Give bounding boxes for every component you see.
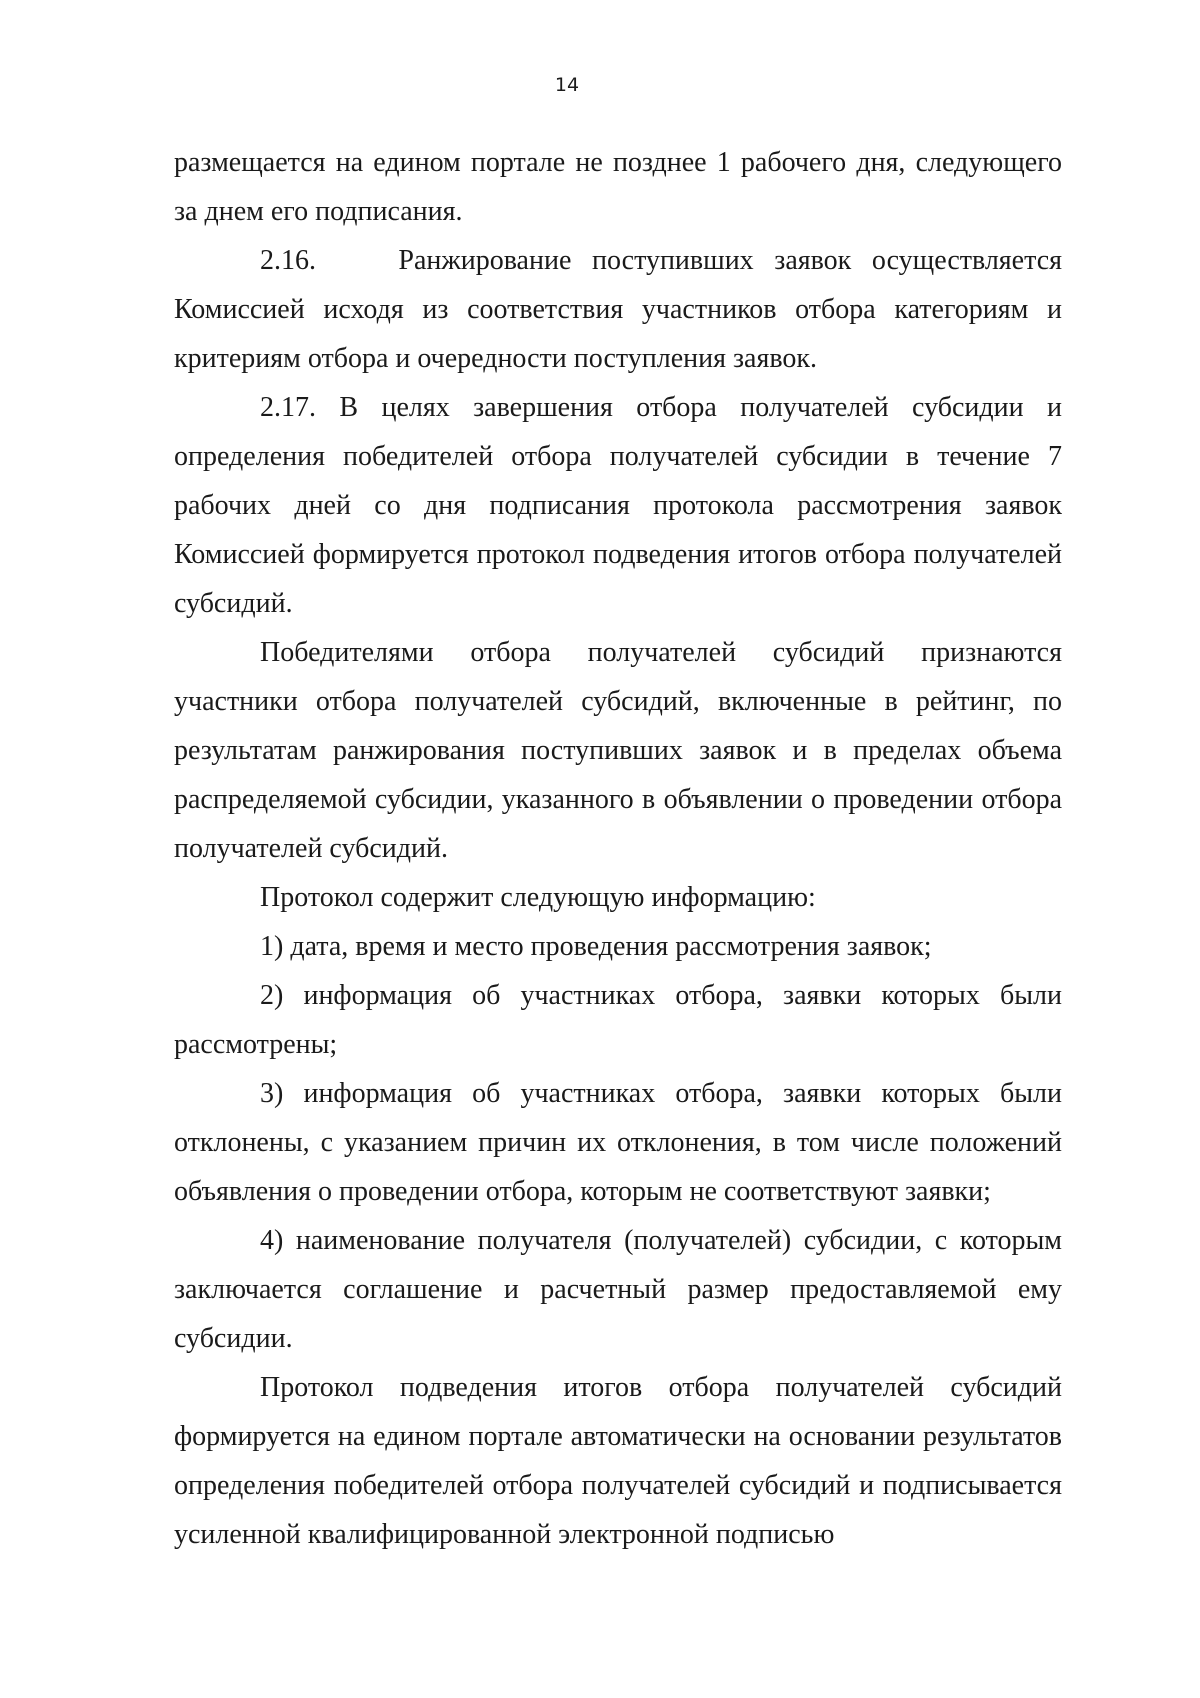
list-item-3: 3) информация об участниках отбора, заявки которых были отклонены, с указанием причин их отклонения, в том числе положений объявления о проведении отбора, которым не соответствуют заявки;	[174, 1078, 1062, 1207]
document-body	[174, 138, 1062, 1559]
paragraph-2-16: 2.16. Ранжирование поступивших заявок осуществляется Комиссией исходя из соответствия участников отбора категориям и критериям отбора и очередности поступления заявок.	[174, 245, 1062, 374]
paragraph-protocol-results: Протокол подведения итогов отбора получателей субсидий формируется на едином портале автоматически на основании результатов определения победителей отбора получателей субсидий и подписывается усиленной квалифицированной электронной подписью	[174, 1372, 1062, 1550]
list-item-2: 2) информация об участниках отбора, заявки которых были рассмотрены;	[174, 980, 1062, 1060]
paragraph-winners: Победителями отбора получателей субсидий признаются участники отбора получателей субсидий, включенные в рейтинг, по результатам ранжирования поступивших заявок и в пределах объема распределяемой субсидии, указанного в объявлении о проведении отбора получателей субсидий.	[174, 637, 1062, 864]
paragraph-2-17: 2.17. В целях завершения отбора получателей субсидии и определения победителей отбора получателей субсидии в течение 7 рабочих дней со дня подписания протокола рассмотрения заявок Комиссией формируется протокол подведения итогов отбора получателей субсидий.	[174, 392, 1062, 619]
page-number: 14	[554, 74, 580, 96]
paragraph-protocol-contents: Протокол содержит следующую информацию:	[260, 882, 816, 913]
list-item-1: 1) дата, время и место проведения рассмотрения заявок;	[260, 931, 932, 962]
list-item-4: 4) наименование получателя (получателей) субсидии, с которым заключается соглашение и расчетный размер предоставляемой ему субсидии.	[174, 1225, 1062, 1354]
paragraph-continuation: размещается на едином портале не позднее 1 рабочего дня, следующего за днем его подписания.	[174, 147, 1062, 227]
